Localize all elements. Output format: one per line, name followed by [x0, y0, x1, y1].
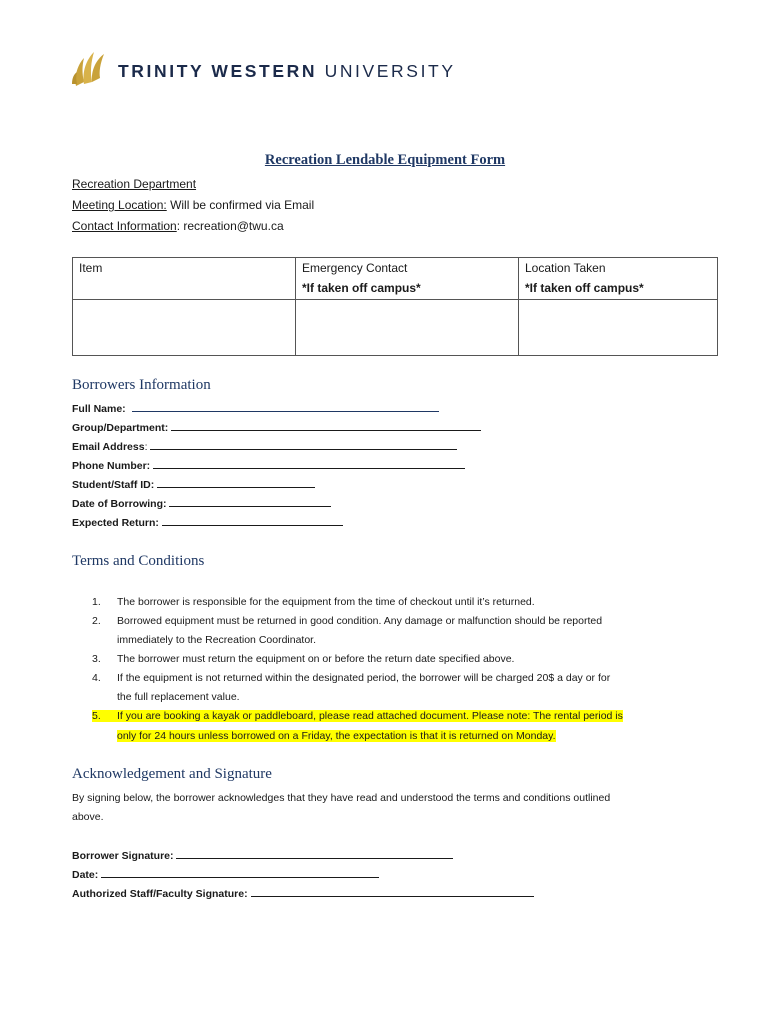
return-date-field	[72, 515, 343, 529]
ack-paragraph-line1: By signing below, the borrower acknowledges that they have read and understood the terms and conditions outlined	[72, 792, 611, 804]
student-id-input[interactable]	[157, 477, 315, 488]
group-label: Group/Department:	[72, 422, 169, 434]
email-field	[72, 439, 457, 453]
term-continuation: immediately to the Recreation Coordinator.	[117, 634, 317, 646]
email-input[interactable]	[150, 439, 457, 450]
form-title: Recreation Lendable Equipment Form	[264, 152, 506, 168]
contact-info-line	[72, 219, 284, 233]
student-id-field	[72, 477, 315, 491]
full-name-input[interactable]	[132, 401, 439, 412]
contact-info-value: : recreation@twu.ca	[176, 219, 284, 233]
col-location-header	[519, 258, 718, 300]
term-continuation	[117, 730, 556, 742]
emergency-contact-cell[interactable]	[296, 300, 519, 356]
signature-date-label: Date:	[72, 869, 99, 881]
borrower-signature-input[interactable]	[176, 848, 453, 859]
borrow-date-input[interactable]	[169, 496, 331, 507]
col-item-header	[73, 258, 296, 300]
term-number: 1.	[92, 596, 101, 608]
contact-info-label: Contact Information	[72, 219, 177, 233]
terms-heading: Terms and Conditions	[72, 553, 205, 569]
borrow-date-label: Date of Borrowing:	[72, 498, 167, 510]
borrowers-heading: Borrowers Information	[72, 377, 211, 393]
term-number: 5.	[92, 710, 117, 722]
return-date-input[interactable]	[162, 515, 343, 526]
list-item	[92, 615, 602, 627]
ack-heading: Acknowledgement and Signature	[72, 766, 272, 782]
phone-label: Phone Number:	[72, 460, 151, 472]
phone-field	[72, 458, 465, 472]
meeting-location-line	[72, 198, 314, 212]
ack-paragraph-line2: above.	[72, 811, 104, 823]
col-location-sub: *If taken off campus*	[525, 281, 644, 295]
staff-signature-field	[72, 886, 534, 900]
email-label: Email Address	[72, 441, 145, 453]
group-field	[72, 420, 481, 434]
meeting-location-value: Will be confirmed via Email	[166, 198, 315, 212]
email-colon: :	[144, 441, 148, 453]
full-name-label: Full Name:	[72, 403, 126, 415]
list-item	[92, 596, 535, 608]
signature-date-field	[72, 867, 379, 881]
location-taken-cell[interactable]	[519, 300, 718, 356]
term-text-highlighted: only for 24 hours unless borrowed on a Friday, the expectation is that it is returned on Monday.	[117, 730, 556, 742]
term-continuation: the full replacement value.	[117, 691, 240, 703]
phone-input[interactable]	[153, 458, 465, 469]
department-line: Recreation Department	[72, 177, 197, 191]
col-location-label: Location Taken	[525, 261, 606, 275]
term-number: 3.	[92, 653, 101, 665]
equipment-table	[72, 257, 718, 356]
table-row	[73, 300, 718, 356]
list-item	[92, 653, 514, 665]
student-id-label: Student/Staff ID:	[72, 479, 155, 491]
term-text: Borrowed equipment must be returned in good condition. Any damage or malfunction should be reported	[117, 615, 603, 627]
list-item	[92, 672, 610, 684]
university-name	[118, 61, 456, 82]
item-cell[interactable]	[73, 300, 296, 356]
term-text-highlighted: If you are booking a kayak or paddleboard, please read attached document. Please note: The rental period is	[117, 710, 623, 722]
list-item	[92, 710, 623, 722]
borrower-signature-label: Borrower Signature:	[72, 850, 174, 862]
meeting-location-label: Meeting Location:	[72, 198, 167, 212]
col-item-label: Item	[79, 261, 103, 275]
staff-signature-input[interactable]	[251, 886, 534, 897]
term-number: 4.	[92, 672, 101, 684]
group-input[interactable]	[171, 420, 481, 431]
logo-light-text: UNIVERSITY	[324, 61, 456, 81]
col-emergency-label: Emergency Contact	[302, 261, 408, 275]
term-number: 2.	[92, 615, 101, 627]
col-emergency-header	[296, 258, 519, 300]
borrow-date-field	[72, 496, 331, 510]
table-header-row	[73, 258, 718, 300]
borrower-signature-field	[72, 848, 453, 862]
university-logo-icon	[70, 48, 108, 88]
full-name-field	[72, 401, 439, 415]
return-date-label: Expected Return:	[72, 517, 159, 529]
logo-bold-text: TRINITY WESTERN	[118, 61, 318, 81]
col-emergency-sub: *If taken off campus*	[302, 281, 421, 295]
term-text: The borrower must return the equipment on or before the return date specified above.	[117, 653, 515, 665]
term-text: The borrower is responsible for the equipment from the time of checkout until it’s returned.	[117, 596, 535, 608]
signature-date-input[interactable]	[101, 867, 379, 878]
term-text: If the equipment is not returned within the designated period, the borrower will be charged 20$ a day or for	[117, 672, 611, 684]
staff-signature-label: Authorized Staff/Faculty Signature:	[72, 888, 248, 900]
